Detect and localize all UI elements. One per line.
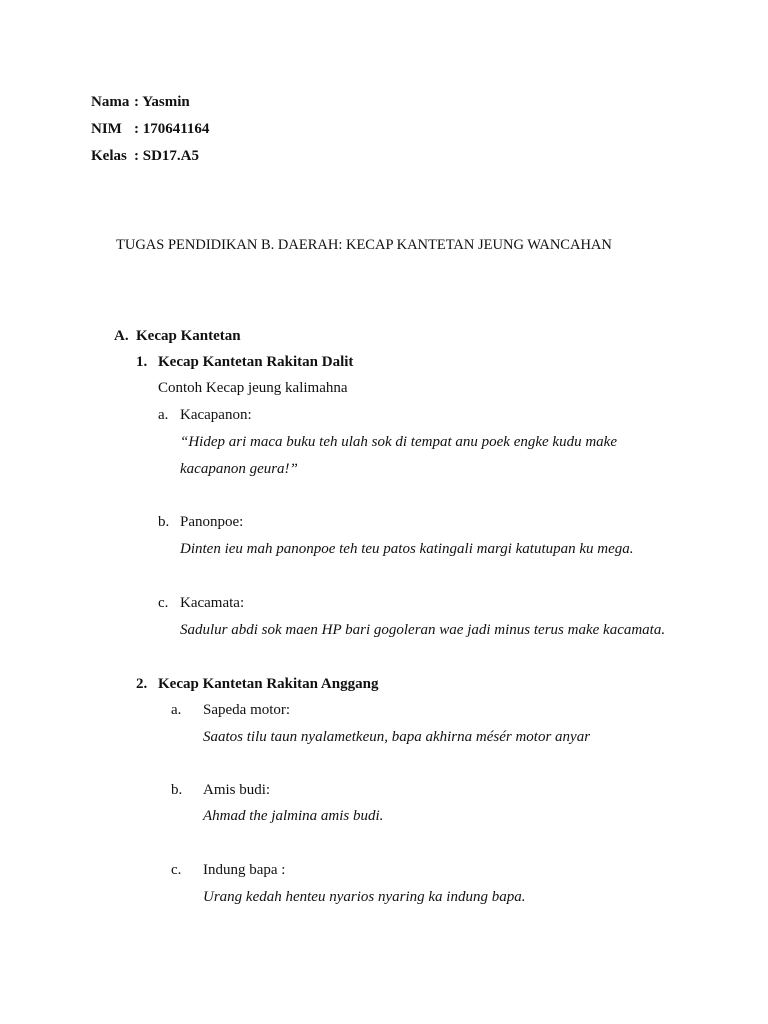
- sub1-item-term: Kacapanon:: [180, 407, 252, 423]
- sub1-item-marker: a.: [158, 407, 169, 423]
- sub1-item-marker: c.: [158, 595, 169, 611]
- nim-label: NIM: [91, 121, 122, 137]
- sub1-item-term: Panonpoe:: [180, 514, 244, 530]
- sub2-item-marker: c.: [171, 862, 182, 878]
- document-title: TUGAS PENDIDIKAN B. DAERAH: KECAP KANTETAN JEUNG WANCAHAN: [116, 237, 612, 253]
- sub2-item-sentence: Urang kedah henteu nyarios nyaring ka indung bapa.: [203, 889, 526, 905]
- sub1-item-sentence-cont: kacapanon geura!”: [180, 461, 298, 477]
- sub2-item-term: Sapeda motor:: [203, 702, 291, 718]
- sub2-item-marker: b.: [171, 782, 183, 798]
- name-label: Nama: [91, 94, 130, 110]
- sub1-item-term: Kacamata:: [180, 595, 245, 611]
- sub2-item-term: Amis budi:: [203, 782, 271, 798]
- sub1-item-sentence: “Hidep ari maca buku teh ulah sok di tempat anu poek engke kudu make: [180, 434, 617, 450]
- nim-value: : 170641164: [134, 121, 210, 137]
- sub1-item-sentence: Sadulur abdi sok maen HP bari gogoleran wae jadi minus terus make kacamata.: [180, 622, 666, 638]
- class-label: Kelas: [91, 148, 127, 164]
- sub2-item-sentence: Saatos tilu taun nyalametkeun, bapa akhirna mésér motor anyar: [203, 729, 591, 745]
- sub2-item-sentence: Ahmad the jalmina amis budi.: [203, 808, 384, 824]
- sub2-item-marker: a.: [171, 702, 182, 718]
- section-a-marker: A.: [114, 328, 129, 344]
- section-a-heading: Kecap Kantetan: [136, 328, 241, 344]
- name-value: : Yasmin: [134, 94, 190, 110]
- sub1-item-sentence: Dinten ieu mah panonpoe teh teu patos katingali margi katutupan ku mega.: [180, 541, 634, 557]
- sub1-heading: Kecap Kantetan Rakitan Dalit: [158, 354, 354, 370]
- sub1-intro: Contoh Kecap jeung kalimahna: [158, 380, 348, 396]
- sub2-marker: 2.: [136, 676, 148, 692]
- sub1-marker: 1.: [136, 354, 148, 370]
- sub2-item-term: Indung bapa :: [203, 862, 286, 878]
- class-value: : SD17.A5: [134, 148, 200, 164]
- sub1-item-marker: b.: [158, 514, 170, 530]
- sub2-heading: Kecap Kantetan Rakitan Anggang: [158, 676, 379, 692]
